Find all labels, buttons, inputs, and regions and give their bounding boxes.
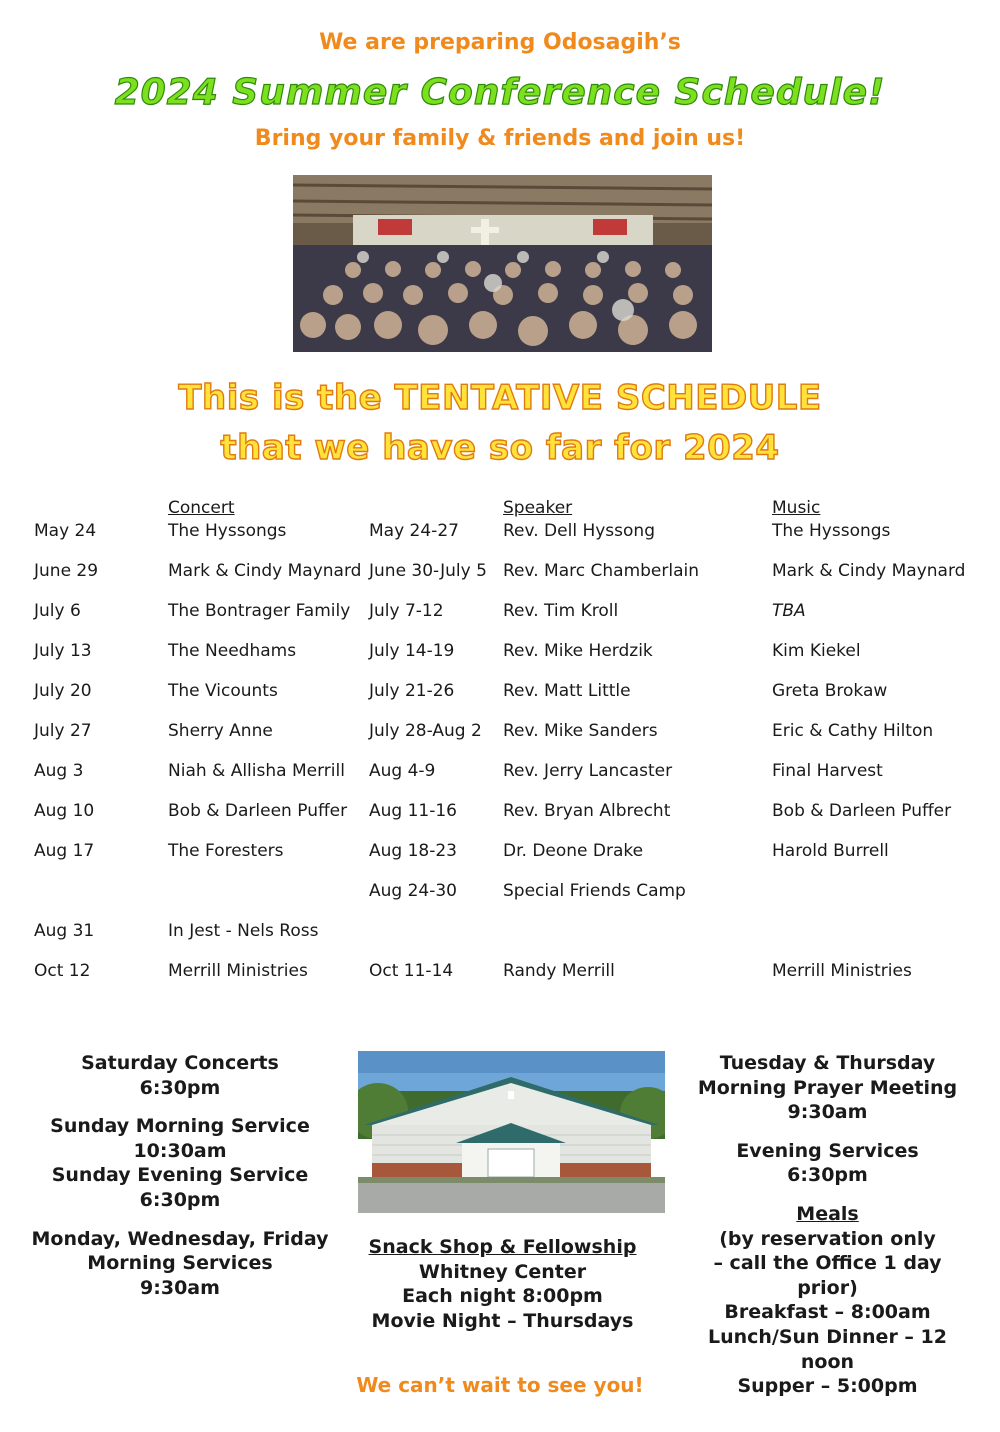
speaker-dates: Aug 18-23 [369,841,457,861]
concert-artist: Bob & Darleen Puffer [168,801,348,821]
saturday-concerts-time: 6:30pm [139,1076,221,1099]
speaker-dates: Aug 4-9 [369,761,436,781]
closing-message: We can’t wait to see you! [356,1373,644,1397]
concert-artist: In Jest - Nels Ross [168,921,319,941]
speaker-dates: Oct 11-14 [369,961,454,981]
music-artist: Mark & Cindy Maynard [772,561,966,581]
speaker-dates: July 28-Aug 2 [369,721,482,741]
concert-header: Concert [168,498,235,518]
speaker-dates: Aug 24-30 [369,881,457,901]
speaker-name: Rev. Mike Herdzik [503,641,653,661]
speaker-dates: July 7-12 [369,601,444,621]
saturday-concerts-label: Saturday Concerts [81,1052,279,1074]
meals-note-2: – call the Office 1 day prior) [713,1252,942,1299]
supper-time: Supper – 5:00pm [737,1375,918,1398]
speaker-name: Rev. Matt Little [503,681,631,701]
pre-title: We are preparing Odosagih’s [319,30,681,55]
concert-artist: The Hyssongs [168,521,287,541]
concert-artist: Sherry Anne [168,721,273,741]
concert-artist: Niah & Allisha Merrill [168,761,345,781]
speaker-dates: July 14-19 [369,641,455,661]
snack-shop-place: Whitney Center [418,1260,587,1283]
concert-artist: The Bontrager Family [168,601,351,621]
concert-date: Aug 3 [34,761,84,781]
concert-date: July 13 [34,641,92,661]
speaker-name: Special Friends Camp [503,881,686,901]
evening-services-time: 6:30pm [787,1164,868,1187]
subtitle: Bring your family & friends and join us! [254,126,746,151]
speaker-name: Rev. Mike Sanders [503,721,658,741]
table-row [0,521,1000,545]
speaker-name: Rev. Jerry Lancaster [503,761,673,781]
concert-artist: Mark & Cindy Maynard [168,561,362,581]
mwf-label: Monday, Wednesday, Friday [31,1227,329,1250]
auditorium-photo [293,175,712,352]
table-row [0,681,1000,705]
concert-date: Aug 31 [34,921,95,941]
speaker-name: Rev. Bryan Albrecht [503,801,671,821]
table-row [0,961,1000,985]
movie-night: Movie Night – Thursdays [371,1309,634,1332]
concert-artist: Merrill Ministries [168,961,308,981]
speaker-name: Rev. Dell Hyssong [503,521,655,541]
speaker-name: Dr. Deone Drake [503,841,644,861]
speaker-dates: May 24-27 [369,521,459,541]
music-artist: Bob & Darleen Puffer [772,801,952,821]
music-artist: Final Harvest [772,761,883,781]
mwf-time: 9:30am [140,1276,220,1299]
snack-shop-hours: Each night 8:00pm [402,1285,603,1308]
prayer-days-label: Tuesday & Thursday [719,1052,936,1074]
music-artist: Kim Kiekel [772,641,861,661]
prayer-meals-block [680,1051,975,1399]
table-row [0,601,1000,625]
speaker-name: Randy Merrill [503,961,615,981]
speaker-dates: July 21-26 [369,681,455,701]
table-row [0,841,1000,865]
concert-date: July 27 [34,721,92,741]
speaker-header: Speaker [503,498,573,518]
music-artist: TBA [772,601,806,621]
concert-artist: The Foresters [168,841,284,861]
table-row [0,881,1000,905]
weekly-services-block [20,1051,340,1300]
whitney-center-photo [358,1051,665,1213]
schedule-table [0,498,1000,998]
music-artist: The Hyssongs [772,521,891,541]
sunday-evening-label: Sunday Evening Service [51,1164,309,1187]
speaker-dates: Aug 11-16 [369,801,457,821]
concert-artist: The Needhams [168,641,297,661]
concert-date: June 29 [34,561,99,581]
mwf-sub-label: Morning Services [87,1252,273,1275]
speaker-dates: June 30-July 5 [369,561,487,581]
speaker-name: Rev. Tim Kroll [503,601,619,621]
meals-title: Meals [796,1202,859,1225]
concert-date: Oct 12 [34,961,91,981]
concert-artist: The Vicounts [168,681,278,701]
music-artist: Harold Burrell [772,841,889,861]
tentative-heading-line1: This is the TENTATIVE SCHEDULE [178,378,822,418]
page-title: 2024 Summer Conference Schedule! [114,72,886,113]
snack-shop-title: Snack Shop & Fellowship [368,1236,637,1258]
music-artist: Merrill Ministries [772,961,912,981]
music-header: Music [772,498,821,518]
table-row [0,641,1000,665]
table-row [0,721,1000,745]
sunday-evening-time: 6:30pm [139,1188,221,1211]
concert-date: July 20 [34,681,92,701]
music-artist: Greta Brokaw [772,681,888,701]
table-row [0,801,1000,825]
snack-shop-block [355,1235,650,1333]
concert-date: Aug 10 [34,801,95,821]
sunday-morning-time: 10:30am [133,1139,227,1162]
table-row [0,761,1000,785]
evening-services-label: Evening Services [736,1139,919,1162]
breakfast-time: Breakfast – 8:00am [724,1301,931,1324]
table-row [0,561,1000,585]
table-row [0,921,1000,945]
tentative-heading-line2: that we have so far for 2024 [220,428,780,468]
concert-date: July 6 [34,601,81,621]
prayer-meeting-label: Morning Prayer Meeting [697,1076,958,1099]
lunch-time: Lunch/Sun Dinner – 12 noon [707,1325,947,1373]
meals-note-1: (by reservation only [719,1227,936,1250]
concert-date: May 24 [34,521,97,541]
speaker-name: Rev. Marc Chamberlain [503,561,700,581]
music-artist: Eric & Cathy Hilton [772,721,934,741]
sunday-morning-label: Sunday Morning Service [50,1115,310,1138]
prayer-meeting-time: 9:30am [787,1101,868,1124]
concert-date: Aug 17 [34,841,95,861]
